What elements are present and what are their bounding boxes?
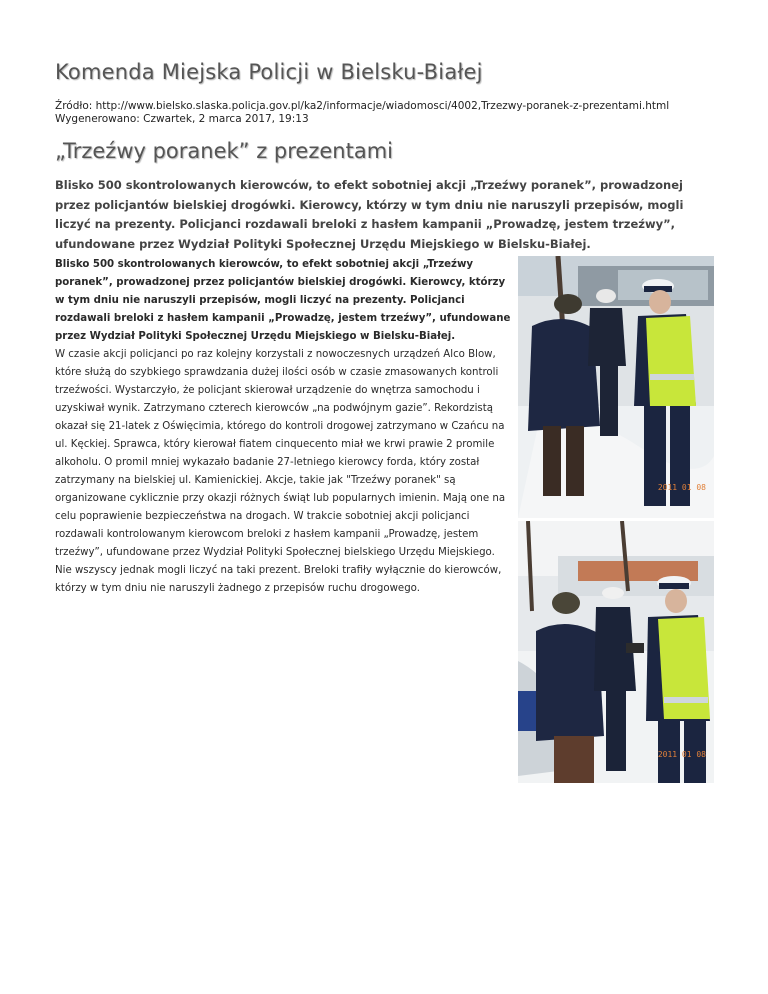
- site-title: Komenda Miejska Policji w Bielsku-Białej: [55, 60, 483, 84]
- photo-police-checkpoint-2: [518, 521, 714, 783]
- article-body: [55, 256, 513, 598]
- source-line: Źródło: http://www.bielsko.slaska.policja.gov.pl/ka2/informacje/wiadomosci/4002,Trzezwy-poranek-z-prezentami.html: [55, 100, 670, 112]
- article-intro: Blisko 500 skontrolowanych kierowców, to efekt sobotniej akcji „Trzeźwy poranek”, prowadzonej przez policjantów bielskiej drogówki. Kierowcy, którzy w tym dniu nie naruszyli przepisów, mogli liczyć na prezenty. Policjanci rozdawali breloki z hasłem kampanii „Prowadzę, jestem trzeźwy”, ufundowane przez Wydział Polityki Społecznej Urzędu Miejskiego w Bielsku-Białej.: [55, 259, 511, 342]
- photo-date-stamp: 2011 01 08: [657, 483, 706, 492]
- article-text: W czasie akcji policjanci po raz kolejny korzystali z nowoczesnych urządzeń Alco Blow, które służą do szybkiego sprawdzania dużej ilości osób w czasie zmasowanych kontroli trzeźwości. Wystarczyło, że policjant skierował urządzenie do wnętrza samochodu i uzyskiwał wynik. Zatrzymano czterech kierowców „na podwójnym gazie”. Rekordzistą okazał się 21-latek z Oświęcimia, którego do kontroli drogowej zatrzymano w Czańcu na ul. Kęckiej. Sprawca, który kierował fiatem cinquecento miał we krwi prawie 2 promile alkoholu. O promil mniej wykazało badanie 27-letniego kierowcy forda, który został zatrzymany na bielskiej ul. Kamienickiej. Akcje, takie jak "Trzeźwy poranek" są organizowane cyklicznie przy okazji różnych świąt lub popularnych imienin. Mają one na celu poprawienie bezpieczeństwa na drogach. W trakcie sobotniej akcji policjanci rozdawali kontrolowanym kierowcom breloki z hasłem kampanii „Prowadzę, jestem trzeźwy”, ufundowane przez Wydział Polityki Społecznej bielskiego Urzędu Miejskiego. Nie wszyscy jednak mogli liczyć na taki prezent. Breloki trafiły wyłącznie do kierowców, którzy w tym dniu nie naruszyli żadnego z przepisów ruchu drogowego.: [55, 349, 506, 594]
- article-lead: Blisko 500 skontrolowanych kierowców, to efekt sobotniej akcji „Trzeźwy poranek”, prowadzonej przez policjantów bielskiej drogówki. Kierowcy, którzy w tym dniu nie naruszyli przepisów, mogli liczyć na prezenty. Policjanci rozdawali breloki z hasłem kampanii „Prowadzę, jestem trzeźwy”, ufundowane przez Wydział Polityki Społecznej Urzędu Miejskiego w Bielsku-Białej.: [55, 178, 684, 251]
- photo-date-stamp: 2011 01 08: [657, 750, 706, 759]
- article-title: „Trzeźwy poranek” z prezentami: [55, 139, 393, 163]
- photo-police-checkpoint-1: [518, 256, 714, 518]
- generated-line: Wygenerowano: Czwartek, 2 marca 2017, 19:13: [55, 113, 309, 125]
- document-meta: [55, 100, 669, 126]
